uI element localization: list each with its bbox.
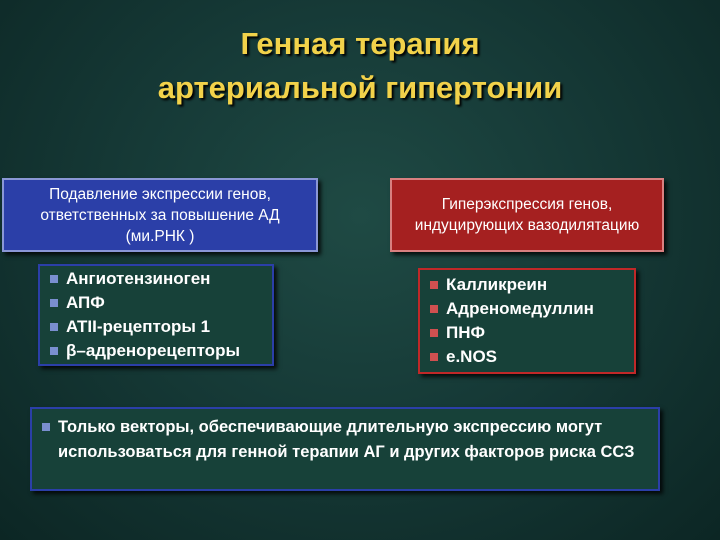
bullet-icon (430, 281, 438, 289)
overexpression-target-list (418, 268, 636, 374)
page-title (0, 22, 720, 110)
overexpression-header-line: Гиперэкспрессия генов, (441, 196, 613, 213)
list-item (50, 267, 272, 291)
list-item-label: e.NOS (446, 347, 498, 366)
overexpression-header-line: индуцирующих вазодилятацию (414, 217, 640, 234)
bullet-icon (50, 299, 58, 307)
bullet-icon (430, 305, 438, 313)
list-item (50, 339, 272, 363)
list-item-label: ПНФ (446, 323, 486, 342)
title-line-1: Генная терапия (240, 26, 480, 61)
list-item-label: β–адренорецепторы (66, 341, 240, 360)
suppression-header-line: (ми.РНК ) (125, 227, 195, 245)
suppression-header-box (2, 178, 318, 252)
list-item (430, 321, 634, 345)
list-item (430, 345, 634, 369)
conclusion-box (30, 407, 660, 491)
list-item (50, 315, 272, 339)
list-item-label: Адреномедуллин (446, 299, 594, 318)
bullet-icon (50, 275, 58, 283)
bullet-icon (42, 423, 50, 431)
suppression-target-list (38, 264, 274, 366)
conclusion-item (42, 415, 648, 465)
overexpression-header-box (390, 178, 664, 252)
bullet-icon (430, 353, 438, 361)
list-item-label: АПФ (66, 293, 105, 312)
bullet-icon (430, 329, 438, 337)
list-item (430, 273, 634, 297)
suppression-header-line: Подавление экспрессии генов, (49, 185, 271, 203)
list-item-label: Ангиотензиноген (66, 269, 211, 288)
list-item-label: Калликреин (446, 275, 548, 294)
bullet-icon (50, 323, 58, 331)
list-item-label: ATII-рецепторы 1 (66, 317, 211, 336)
conclusion-text: Только векторы, обеспечивающие длительную экспрессию могут использоваться для генной терапии АГ и других факторов риска ССЗ (58, 418, 635, 461)
suppression-header-line: ответственных за повышение АД (40, 206, 280, 224)
list-item (50, 291, 272, 315)
list-item (430, 297, 634, 321)
title-line-2: артериальной гипертонии (157, 70, 563, 105)
bullet-icon (50, 347, 58, 355)
